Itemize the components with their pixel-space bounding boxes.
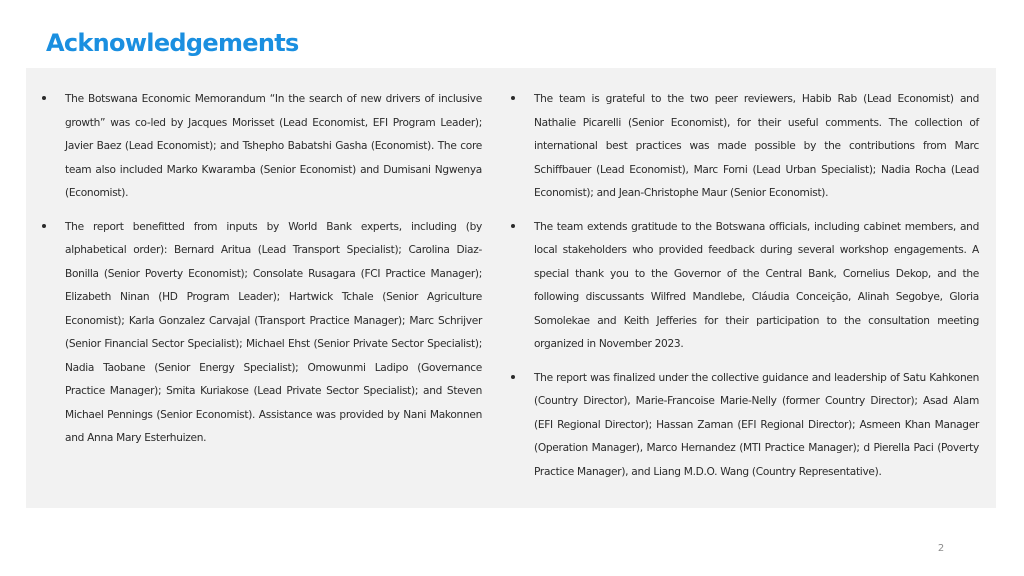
bullet-text: The Botswana Economic Memorandum “In the search of new drivers of inclusive growth” was co-led by Jacques Morisset (Lead Economist, EFI Program Leader); Javier Baez (Lead Economist); and Tshepho Babatshi Gasha (Economist). The core team also included Marko Kwaramba (Senior Economist) and Dumisani Ngwenya (Economist). <box>65 93 482 199</box>
bullet-text: The report was finalized under the collective guidance and leadership of Satu Kahkonen (Country Director), Marie-Francoise Marie-Nelly (former Country Director); Asad Alam (EFI Regional Director); Hassan Zaman (EFI Regional Director); Asmeen Khan Manager (Operation Manager), Marco Hernandez (MTI Practice Manager); d Pierella Paci (Poverty Practice Manager), and Liang M.D.O. Wang (Country Representative). <box>534 371 979 478</box>
bullet-icon <box>42 224 46 228</box>
bullet-text: The report benefitted from inputs by World Bank experts, including (by alphabetical order): Bernard Aritua (Lead Transport Specialist); Carolina Diaz-Bonilla (Senior Poverty Economist); Consolate Rusagara (FCI Practice Manager); Elizabeth Ninan (HD Program Leader); Hartwick Tchale (Senior Agriculture Economist); Karla Gonzalez Carvajal (Transport Practice Manager); Marc Schrijver (Senior Financial Sector Specialist); Michael Ehst (Senior Private Sector Specialist); Nadia Taobane (Senior Energy Specialist); Omowunmi Ladipo (Governance Practice Manager); Smita Kuriakose (Lead Private Sector Specialist); and Steven Michael Pennings (Senior Economist). Assistance was provided by Nani Makonnen and Anna Mary Esterhuizen. <box>65 220 482 444</box>
bullet-icon <box>42 96 46 100</box>
bullet-item-contributors <box>42 216 482 451</box>
bullet-text: The team extends gratitude to the Botswana officials, including cabinet members, and local stakeholders who provided feedback during several workshop engagements. A special thank you to the Governor of the Central Bank, Cornelius Dekop, and the following discussants Wilfred Mandlebe, Cláudia Conceição, Alinah Segobye, Gloria Somolekae and Keith Jefferies for their participation to the consultation meeting organized in November 2023. <box>534 220 979 350</box>
bullet-item-officials <box>511 216 979 357</box>
bullet-item-peer-reviewers <box>511 88 979 206</box>
bullet-icon <box>511 375 515 379</box>
bullet-item-leadership <box>511 367 979 485</box>
bullet-icon <box>511 224 515 228</box>
right-column <box>511 88 979 494</box>
page-number: 2 <box>937 543 945 554</box>
bullet-icon <box>511 96 515 100</box>
page-title: Acknowledgements <box>46 29 299 57</box>
bullet-text: The team is grateful to the two peer reviewers, Habib Rab (Lead Economist) and Nathalie Picarelli (Senior Economist), for their useful comments. The collection of international best practices was made possible by the contributions from Marc Schiffbauer (Lead Economist), Marc Forni (Lead Urban Specialist); Nadia Rocha (Lead Economist); and Jean-Christophe Maur (Senior Economist). <box>534 93 979 199</box>
bullet-item-authors <box>42 88 482 206</box>
left-column <box>42 88 482 461</box>
content-panel <box>26 68 996 508</box>
